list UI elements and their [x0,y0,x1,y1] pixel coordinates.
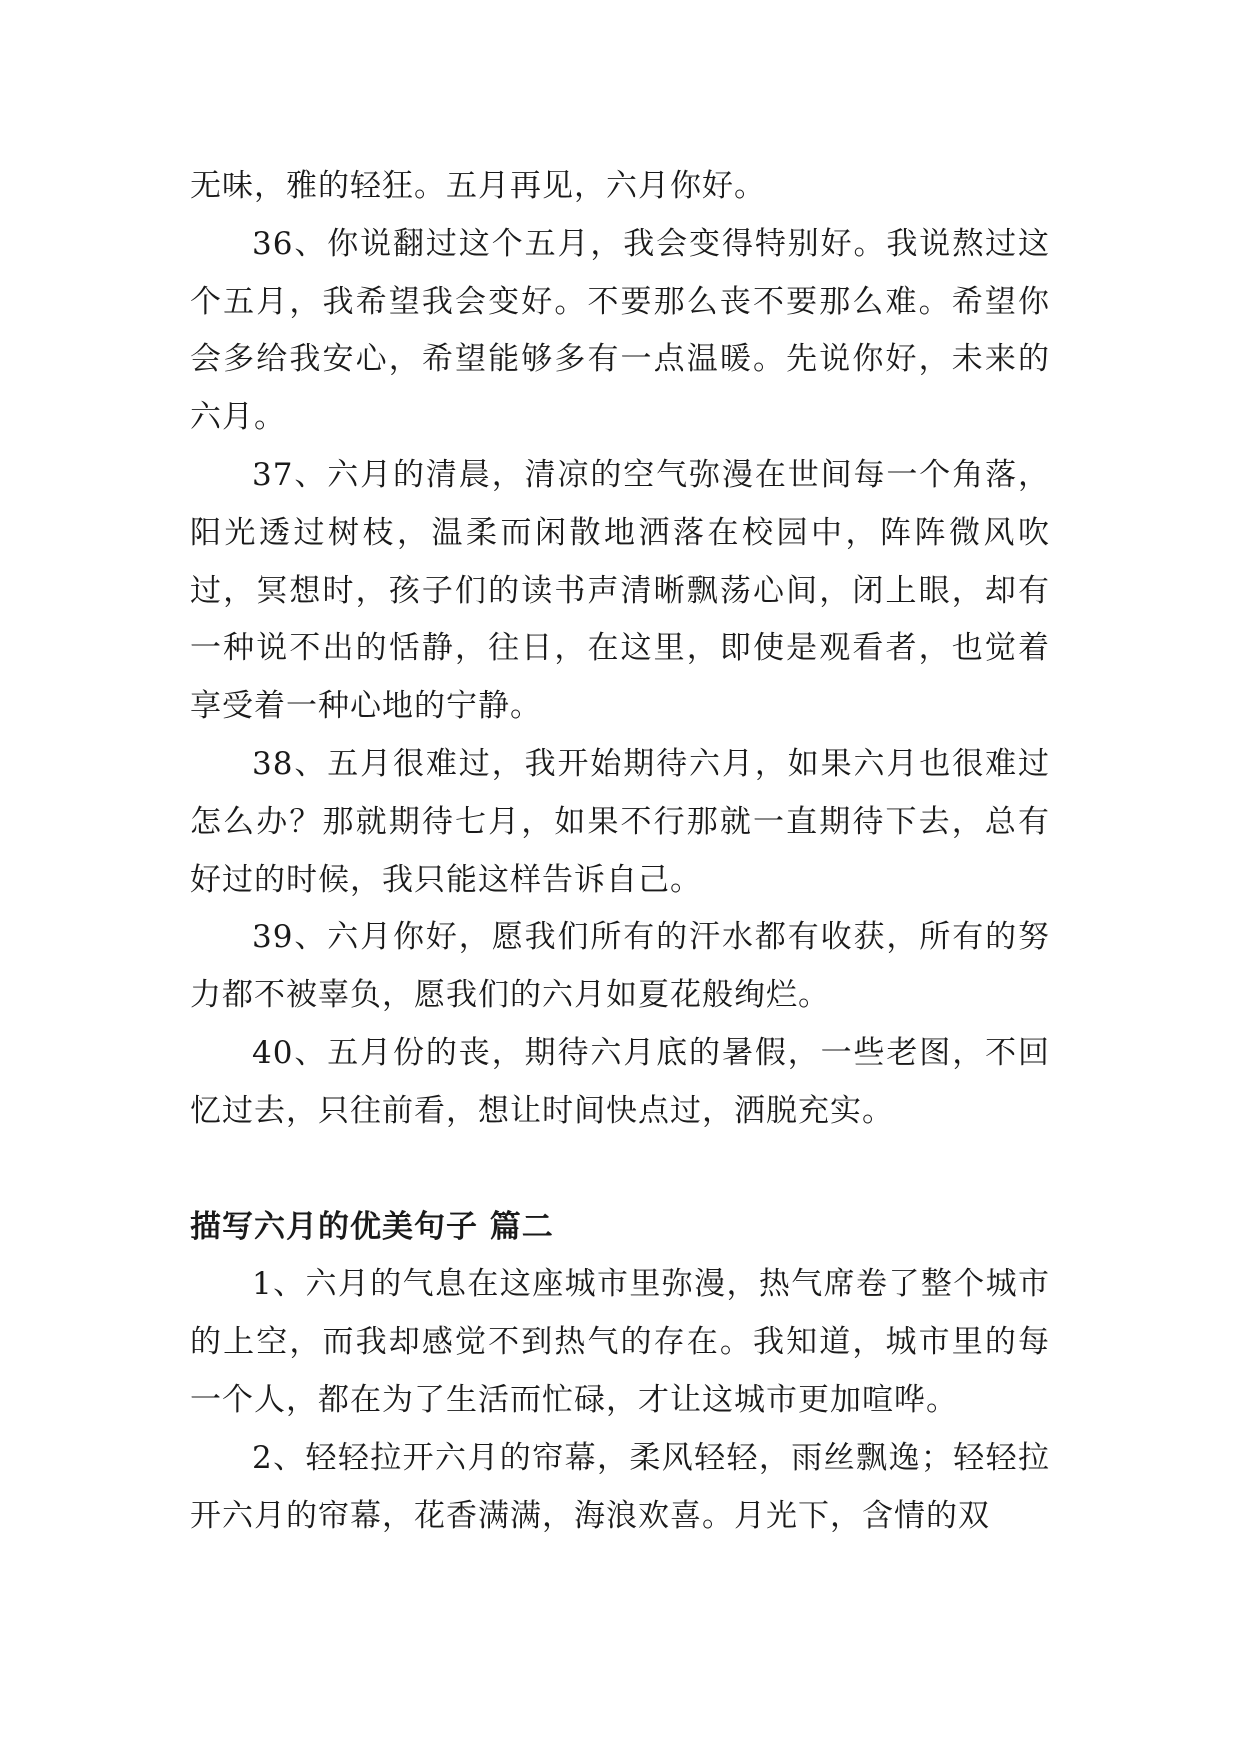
paragraph-item-2: 2、轻轻拉开六月的帘幕，柔风轻轻，雨丝飘逸；轻轻拉开六月的帘幕，花香满满，海浪欢喜。月光下，含情的双 [190,1439,1050,1534]
paragraph-item-38: 38、五月很难过，我开始期待六月，如果六月也很难过怎么办？那就期待七月，如果不行那就一直期待下去，总有好过的时候，我只能这样告诉自己。 [190,745,1050,898]
paragraph-item-36: 36、你说翻过这个五月，我会变得特别好。我说熬过这个五月，我希望我会变好。不要那么丧不要那么难。希望你会多给我安心，希望能够多有一点温暖。先说你好，未来的六月。 [190,225,1050,436]
document-page [190,158,1050,1545]
section-gap [190,1141,1050,1199]
paragraph-item-1: 1、六月的气息在这座城市里弥漫，热气席卷了整个城市的上空，而我却感觉不到热气的存在。我知道，城市里的每一个人，都在为了生活而忙碌，才让这城市更加喧哗。 [190,1266,1050,1418]
paragraph-continuation: 无味，雅的轻狂。五月再见，六月你好。 [190,168,766,204]
section-heading: 描写六月的优美句子 篇二 [190,1208,554,1245]
paragraph-item-39: 39、六月你好，愿我们所有的汗水都有收获，所有的努力都不被辜负，愿我们的六月如夏花般绚烂。 [190,919,1050,1014]
paragraph-item-37: 37、六月的清晨，清凉的空气弥漫在世间每一个角落，阳光透过树枝，温柔而闲散地洒落在校园中，阵阵微风吹过，冥想时，孩子们的读书声清晰飘荡心间，闭上眼，却有一种说不出的恬静，往日，在这里，即使是观看者，也觉着享受着一种心地的宁静。 [190,456,1050,725]
paragraph-item-40: 40、五月份的丧，期待六月底的暑假，一些老图，不回忆过去，只往前看，想让时间快点过，洒脱充实。 [190,1034,1050,1129]
